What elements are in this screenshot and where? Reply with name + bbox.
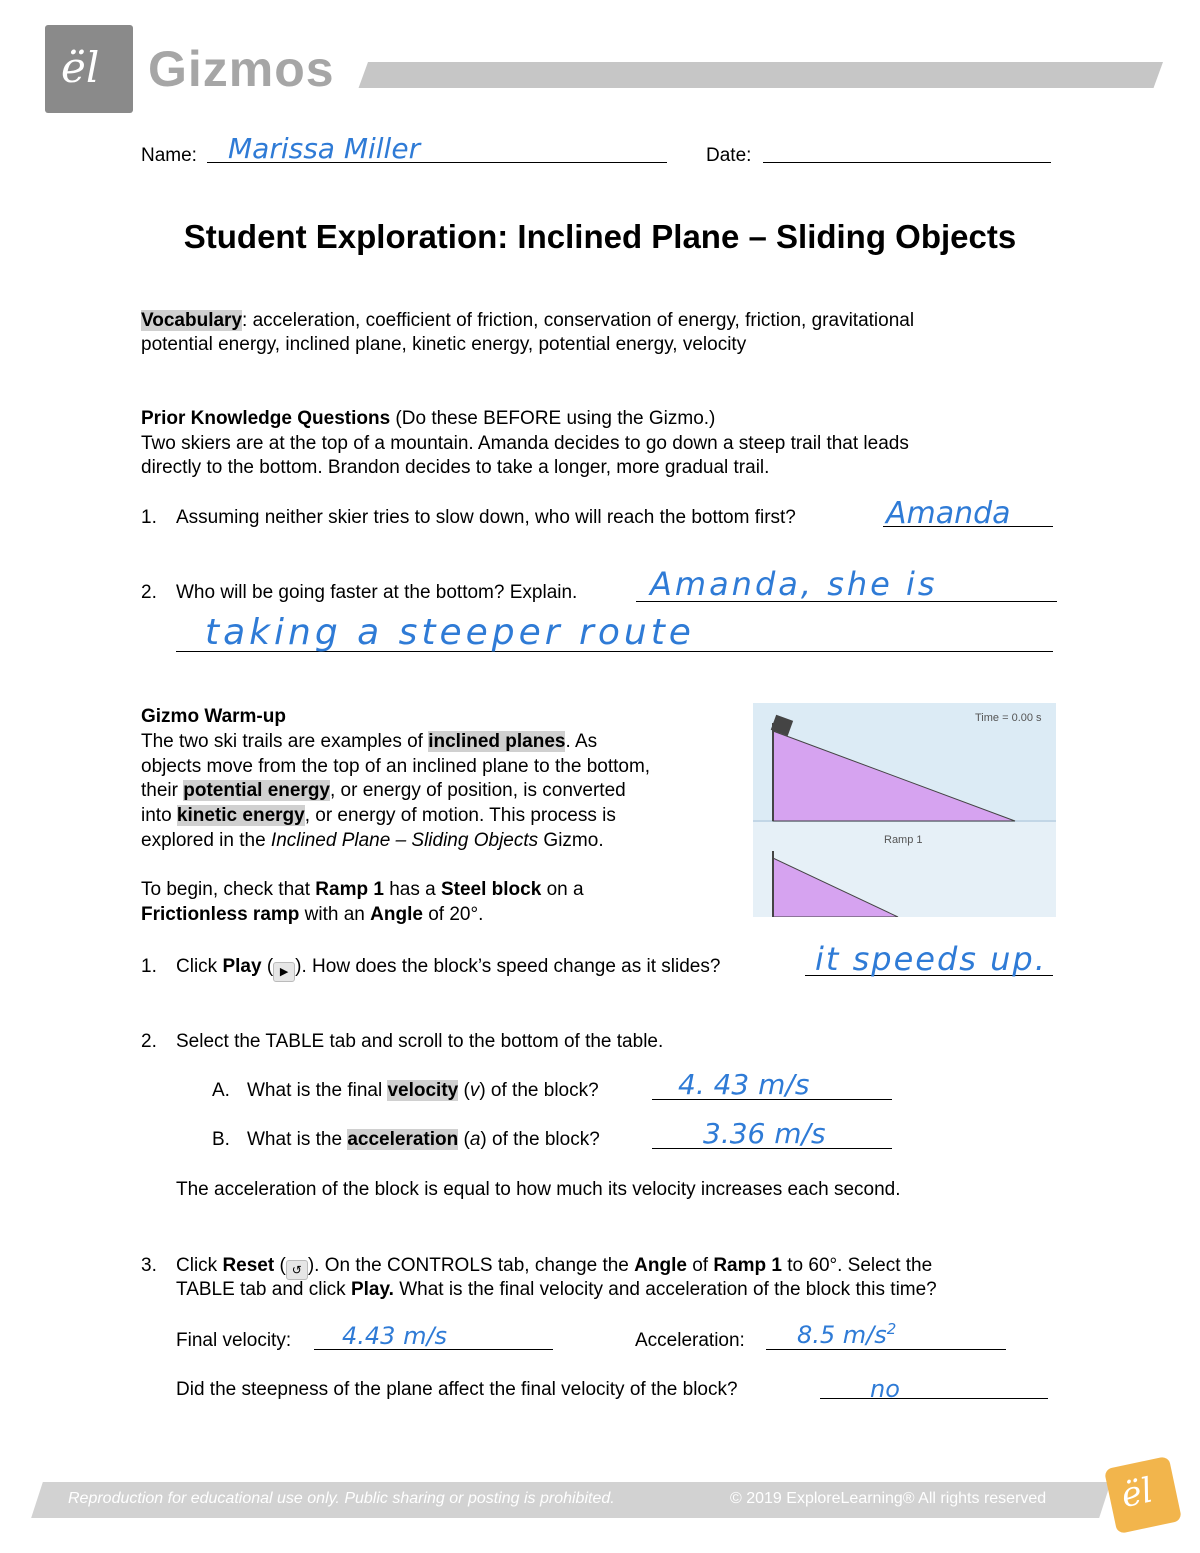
prior-q2-answer-1: Amanda, she is [650,565,938,603]
footer-copyright: © 2019 ExploreLearning® All rights reserved [730,1490,1047,1507]
acceleration-line [766,1349,1006,1350]
prior-intro-1: Two skiers are at the top of a mountain. Amanda decides to go down a steep trail that leads [141,433,909,454]
question-1-answer: it speeds up. [815,940,1047,978]
play-icon: ▶ [273,962,295,982]
name-label: Name: [141,145,197,166]
gizmos-logo [45,25,133,113]
question-1: 1. Click Play ( ▶ ). How does the block’s speed change as it slides? [141,955,720,982]
page-title: Student Exploration: Inclined Plane – Sliding Objects [183,218,1017,255]
vocabulary-line-2: potential energy, inclined plane, kinetic energy, potential energy, velocity [141,334,747,355]
prior-intro-2: directly to the bottom. Brandon decides to take a longer, more gradual trail. [141,457,770,478]
date-label: Date: [706,145,752,166]
acceleration-answer: 8.5 $m/s^2$ [797,1320,897,1349]
final-velocity-label: Final velocity: [176,1330,292,1351]
prior-q1-answer: Amanda [886,496,1011,531]
steepness-answer: no [870,1375,900,1403]
warmup-heading: Gizmo Warm-up [141,706,286,727]
logo-text: ël [61,43,100,92]
prior-q2-answer-2: taking a steeper route [205,612,695,653]
question-3: 3. Click Reset ( ↺ ). On the CONTROLS tab, change the Angle of Ramp 1 to 60°. Select the [141,1254,932,1280]
prior-q1: 1. Assuming neither skier tries to slow down, who will reach the bottom first? [141,507,796,528]
warmup-setup-1: To begin, check that Ramp 1 has a Steel block on a [141,879,584,900]
question-3-line-2: TABLE tab and click Play. What is the final velocity and acceleration of the block this time? [176,1279,937,1300]
question-2a: A. What is the final velocity (v) of the block? [212,1080,599,1101]
reset-icon: ↺ [286,1260,308,1280]
name-answer: Marissa Miller [228,132,421,165]
warmup-line-5: explored in the Inclined Plane – Sliding Objects Gizmo. [141,830,604,851]
acceleration-note: The acceleration of the block is equal to how much its velocity increases each second. [176,1179,901,1200]
warmup-line-1: The two ski trails are examples of inclined planes. As [141,731,598,752]
question-2a-answer: 4. 43 m/s [678,1068,810,1101]
warmup-line-2: objects move from the top of an inclined plane to the bottom, [141,756,651,777]
final-velocity-answer: 4.43 m/s [342,1322,448,1350]
warmup-line-4: into kinetic energy, or energy of motion. This process is [141,805,616,826]
question-2b: B. What is the acceleration (a) of the block? [212,1129,600,1150]
warmup-line-3: their potential energy, or energy of position, is converted [141,780,626,801]
prior-q2: 2. Who will be going faster at the bottom? Explain. [141,582,578,603]
steepness-line [820,1398,1048,1399]
vocabulary-label: Vocabulary [141,310,243,331]
footer-notice: Reproduction for educational use only. Public sharing or posting is prohibited. [68,1490,615,1507]
vocabulary-line-1: Vocabulary: acceleration, coefficient of friction, conservation of energy, friction, gravitational [141,310,915,331]
prior-heading: Prior Knowledge Questions (Do these BEFORE using the Gizmo.) [141,408,716,429]
explorelearning-logo: ël [1104,1456,1182,1534]
brand-name: Gizmos [148,41,335,97]
time-readout: Time = 0.00 s [975,712,1042,724]
question-2b-answer: 3.36 m/s [703,1117,826,1150]
warmup-setup-2: Frictionless ramp with an Angle of 20°. [141,904,484,925]
ramp-illustration [753,703,1056,917]
gizmo-simulation-image [753,703,1056,917]
steepness-question: Did the steepness of the plane affect the final velocity of the block? [176,1379,738,1400]
date-line [763,162,1051,163]
header-bar [359,62,1163,88]
ramp-1-label: Ramp 1 [884,834,923,846]
question-2: 2. Select the TABLE tab and scroll to the bottom of the table. [141,1031,664,1052]
acceleration-label: Acceleration: [635,1330,745,1351]
